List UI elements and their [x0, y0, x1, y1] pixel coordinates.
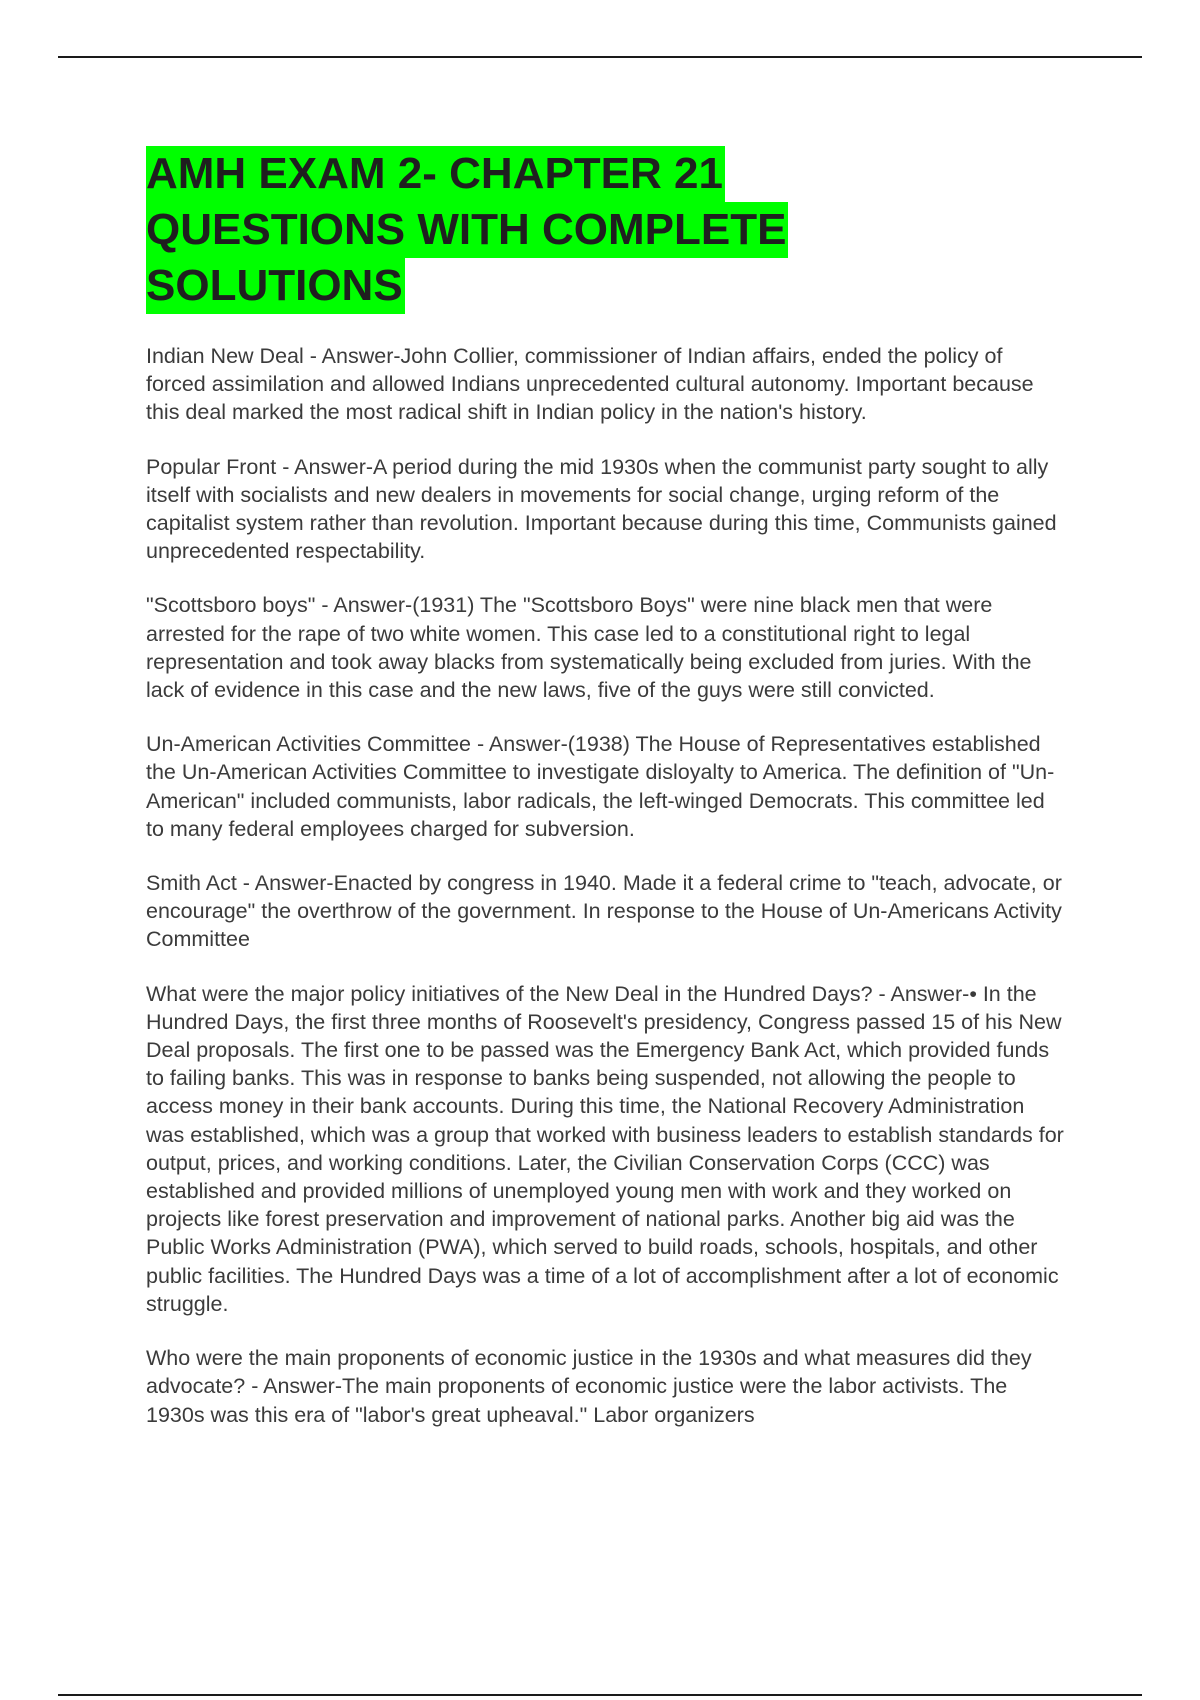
- entry-hundred-days: What were the major policy initiatives of the New Deal in the Hundred Days? - Answer-• In the Hundred Days, the first three months of Roosevelt's presidency, Congress passed 15 of his New Deal proposals. The first one to be passed was the Emergency Bank Act, which provided funds to failing banks. This was in response to banks being suspended, not allowing the people to access money in their bank accounts. During this time, the National Recovery Administration was established, which was a group that worked with business leaders to establish standards for output, prices, and working conditions. Later, the Civilian Conservation Corps (CCC) was established and provided millions of unemployed young men with work and they worked on projects like forest preservation and improvement of national parks. Another big aid was the Public Works Administration (PWA), which served to build roads, schools, hospitals, and other public facilities. The Hundred Days was a time of a lot of accomplishment after a lot of economic struggle.: [146, 981, 1064, 1316]
- entry-scottsboro-boys: "Scottsboro boys" - Answer-(1931) The "Scottsboro Boys" were nine black men that were arrested for the rape of two white women. This case led to a constitutional right to legal representation and took away blacks from systematically being excluded from juries. With the lack of evidence in this case and the new laws, five of the guys were still convicted.: [146, 593, 1032, 703]
- document-title: [146, 146, 1066, 314]
- title-line-1: AMH EXAM 2- CHAPTER 21: [146, 146, 725, 202]
- entry-economic-justice: Who were the main proponents of economic justice in the 1930s and what measures did they advocate? - Answer-The main proponents of economic justice were the labor activists. The 1930s was this era of "labor's great upheaval." Labor organizers: [146, 1346, 1032, 1427]
- bottom-rule: [58, 1694, 1142, 1696]
- top-rule: [58, 56, 1142, 58]
- entry-smith-act: Smith Act - Answer-Enacted by congress in 1940. Made it a federal crime to "teach, advocate, or encourage" the overthrow of the government. In response to the House of Un-Americans Activity Committee: [146, 871, 1062, 952]
- entry-un-american-activities-committee: Un-American Activities Committee - Answer-(1938) The House of Representatives established the Un-American Activities Committee to investigate disloyalty to America. The definition of "Un-American" included communists, labor radicals, the left-winged Democrats. This committee led to many federal employees charged for subversion.: [146, 732, 1055, 841]
- title-line-3: SOLUTIONS: [146, 258, 405, 314]
- entry-indian-new-deal: Indian New Deal - Answer-John Collier, commissioner of Indian affairs, ended the policy of forced assimilation and allowed Indians unprecedented cultural autonomy. Important because this deal marked the most radical shift in Indian policy in the nation's history.: [146, 344, 1034, 425]
- title-line-2: QUESTIONS WITH COMPLETE: [146, 202, 788, 258]
- entry-popular-front: Popular Front - Answer-A period during the mid 1930s when the communist party sought to ally itself with socialists and new dealers in movements for social change, urging reform of the capitalist system rather than revolution. Important because during this time, Communists gained unprecedented respectability.: [146, 454, 1057, 564]
- document-body: [146, 146, 1066, 1455]
